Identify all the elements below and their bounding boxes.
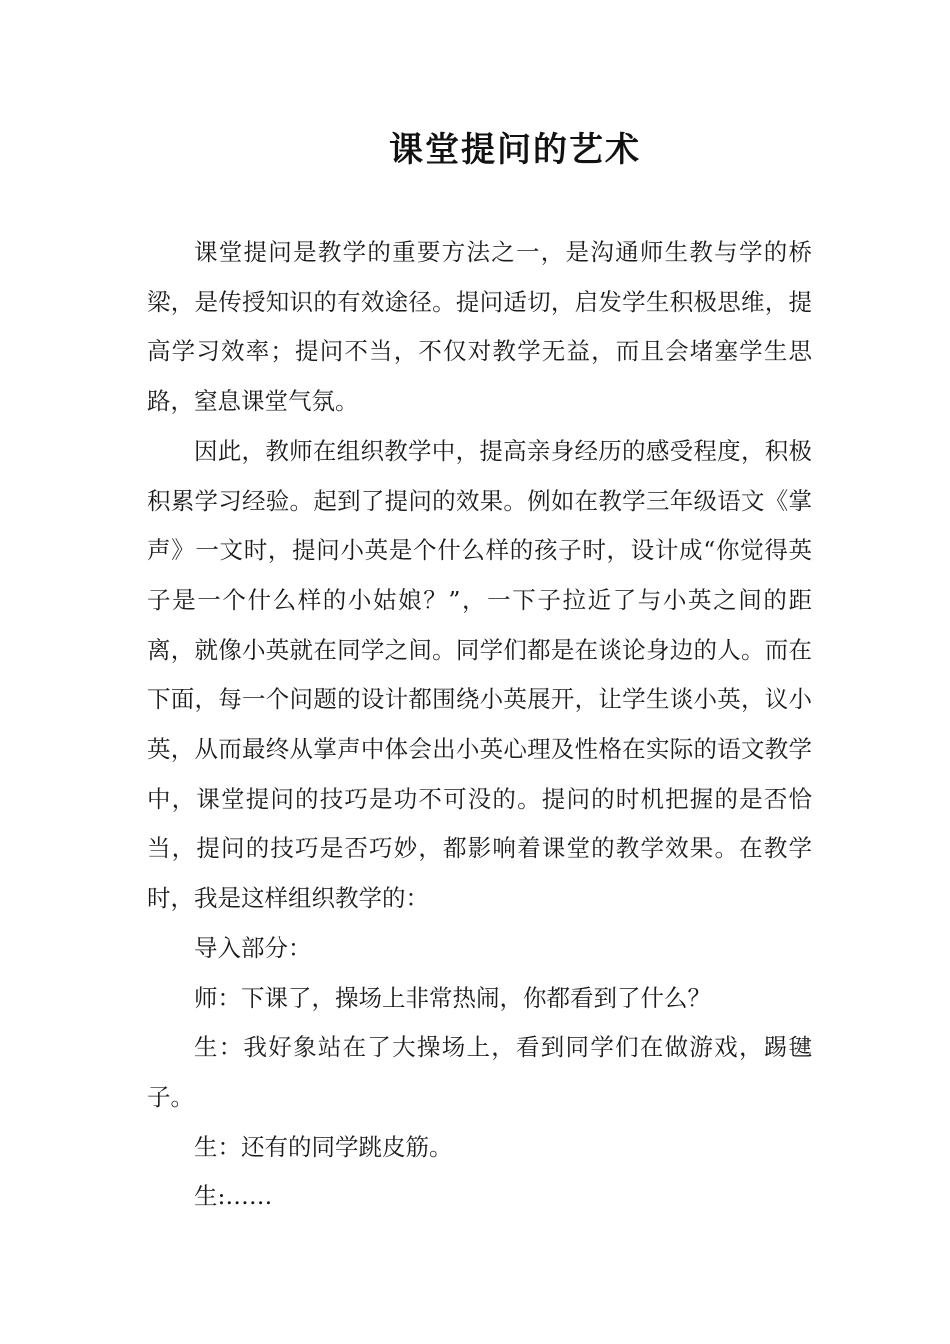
paragraph-student-answer-1: 生：我好象站在了大操场上，看到同学们在做游戏，踢毽子。 bbox=[147, 1033, 812, 1111]
document-body bbox=[147, 228, 812, 1222]
paragraph-intro-section: 导入部分： bbox=[194, 933, 312, 962]
document-title: 课堂提问的艺术 bbox=[389, 130, 641, 170]
paragraph-student-answer-2: 生：还有的同学跳皮筋。 bbox=[194, 1132, 453, 1161]
paragraph-example: 因此，教师在组织教学中，提高亲身经历的感受程度，积极积累学习经验。起到了提问的效果。例如在教学三年级语文《掌声》一文时，提问小英是个什么样的孩子时，设计成“你觉得英子是一个什么样的小姑娘？”，一下子拉近了与小英之间的距离，就像小英就在同学之间。同学们都是在谈论身边的人。而在下面，每一个问题的设计都围绕小英展开，让学生谈小英，议小英，从而最终从掌声中体会出小英心理及性格在实际的语文教学中，课堂提问的技巧是功不可没的。提问的时机把握的是否恰当，提问的技巧是否巧妙，都影响着课堂的教学效果。在教学时，我是这样组织教学的： bbox=[147, 436, 812, 913]
paragraph-teacher-question: 师：下课了，操场上非常热闹，你都看到了什么？ bbox=[194, 983, 711, 1012]
paragraph-student-answer-3: 生:…… bbox=[194, 1182, 273, 1211]
paragraph-intro: 课堂提问是教学的重要方法之一，是沟通师生教与学的桥梁，是传授知识的有效途径。提问适切，启发学生积极思维，提高学习效率；提问不当，不仅对教学无益，而且会堵塞学生思路，窒息课堂气氛。 bbox=[147, 238, 812, 416]
